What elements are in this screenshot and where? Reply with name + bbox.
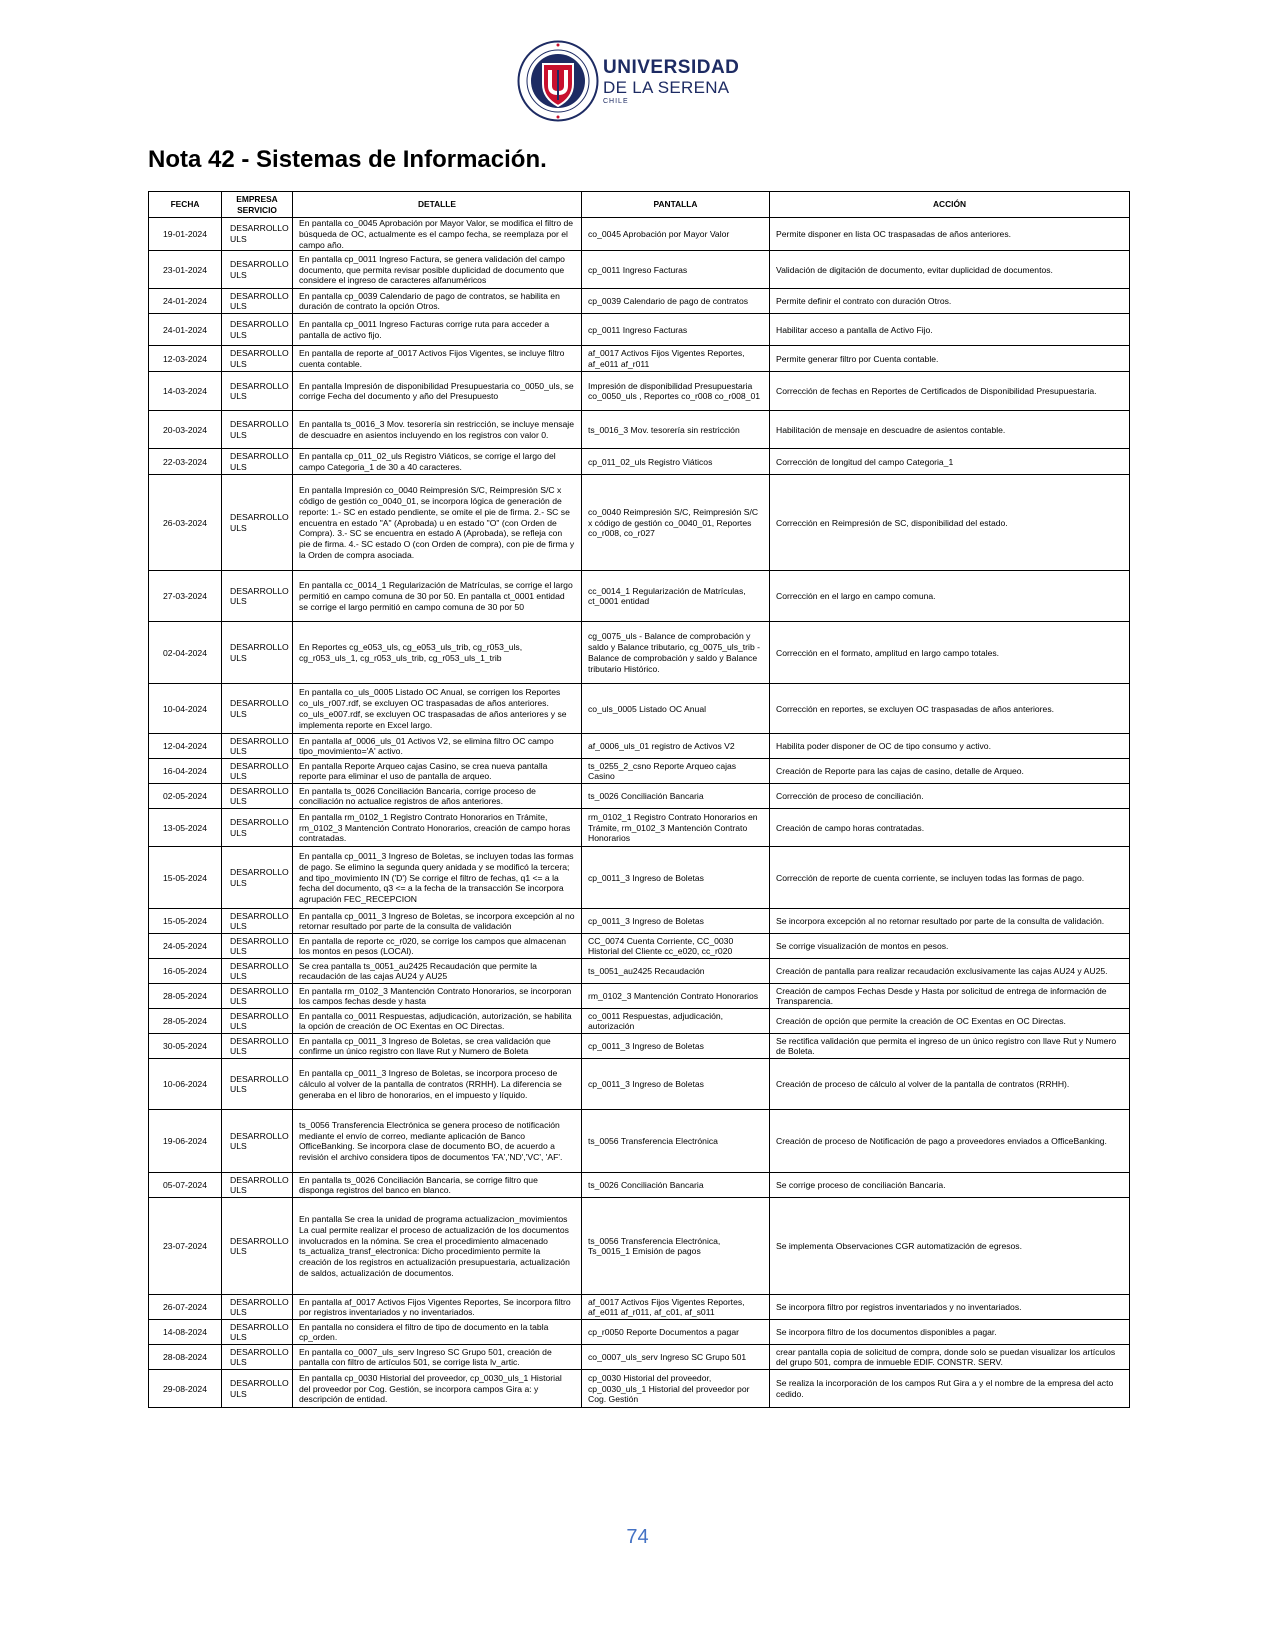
table-body [149,218,1130,1408]
cell-pantalla: rm_0102_1 Registro Contrato Honorarios en Trámite, rm_0102_3 Mantención Contrato Honorarios [582,809,770,847]
university-seal-icon [517,40,599,122]
cell-detalle: En pantalla de reporte cc_r020, se corrige los campos que almacenan los montos en pesos (LOCAl). [293,934,582,959]
table-row [149,475,1130,571]
cell-empresa: DESARROLLO ULS [222,346,293,372]
column-header-detalle: DETALLE [293,192,582,218]
cell-fecha: 14-08-2024 [149,1320,222,1345]
cell-empresa: DESARROLLO ULS [222,475,293,571]
information-systems-table [148,191,1130,1408]
cell-pantalla: ts_0255_2_csno Reporte Arqueo cajas Casino [582,759,770,784]
cell-detalle: En pantalla Impresión de disponibilidad Presupuestaria co_0050_uls, se corrige Fecha del documento y año del Presupuesto [293,372,582,411]
cell-accion: Corrección de longitud del campo Categoria_1 [770,449,1130,475]
cell-accion: Se realiza la incorporación de los campos Rut Gira a y el nombre de la empresa del acto cedido. [770,1370,1130,1408]
cell-pantalla: ts_0051_au2425 Recaudación [582,959,770,984]
table-row [149,218,1130,251]
cell-detalle: En pantalla cp_0039 Calendario de pago de contratos, se habilita en duración de contrato la opción Otros. [293,289,582,314]
cell-empresa: DESARROLLO ULS [222,372,293,411]
cell-accion: Habilitar acceso a pantalla de Activo Fijo. [770,314,1130,346]
cell-pantalla: co_uls_0005 Listado OC Anual [582,684,770,734]
cell-detalle: En pantalla Se crea la unidad de programa actualizacion_movimientos La cual permite realizar el proceso de actualización de los documentos involucrados en la nómina. Se crea el procedimiento almacenado ts_actualiza_transf_electronica: Dicho procedimiento permite la creación de los registros en actualización presupuestaria, actualización de saldos, actualización de documentos. [293,1198,582,1295]
cell-pantalla: CC_0074 Cuenta Corriente, CC_0030 Historial del Cliente cc_e020, cc_r020 [582,934,770,959]
cell-fecha: 24-01-2024 [149,289,222,314]
cell-accion: Se corrige proceso de conciliación Bancaria. [770,1173,1130,1198]
cell-empresa: DESARROLLO ULS [222,314,293,346]
table-row [149,289,1130,314]
table-row [149,1110,1130,1173]
table-row [149,1198,1130,1295]
cell-accion: Se incorpora filtro por registros inventariados y no inventariados. [770,1295,1130,1320]
cell-detalle: En pantalla cp_011_02_uls Registro Viáticos, se corrige el largo del campo Categoria_1 de 30 a 40 caracteres. [293,449,582,475]
cell-fecha: 19-06-2024 [149,1110,222,1173]
cell-detalle: En pantalla cp_0011_3 Ingreso de Boletas, se crea validación que confirme un único registro con llave Rut y Numero de Boleta [293,1034,582,1059]
cell-empresa: DESARROLLO ULS [222,984,293,1009]
cell-empresa: DESARROLLO ULS [222,909,293,934]
cell-empresa: DESARROLLO ULS [222,218,293,251]
cell-accion: crear pantalla copia de solicitud de compra, donde solo se puedan visualizar los artículos del grupo 501, compra de inmueble EDIF. CONSTR. SERV. [770,1345,1130,1370]
table-row [149,734,1130,759]
cell-pantalla: ts_0026 Conciliación Bancaria [582,1173,770,1198]
cell-fecha: 27-03-2024 [149,571,222,622]
cell-accion: Creación de proceso de cálculo al volver de la pantalla de contratos (RRHH). [770,1059,1130,1110]
cell-pantalla: cp_0011_3 Ingreso de Boletas [582,1034,770,1059]
cell-empresa: DESARROLLO ULS [222,1110,293,1173]
cell-empresa: DESARROLLO ULS [222,809,293,847]
page-title: Nota 42 - Sistemas de Información. [148,146,547,173]
cell-fecha: 02-05-2024 [149,784,222,809]
cell-detalle: ts_0056 Transferencia Electrónica se genera proceso de notificación mediante el envío de correo, mediante aplicación de Banco OfficeBanking. Se incorpora clase de documento BO, de acuerdo a revisión el archivo considera tipos de documentos 'FA','ND','VC', 'AF'. [293,1110,582,1173]
cell-pantalla: cp_0011_3 Ingreso de Boletas [582,847,770,909]
table-row [149,1059,1130,1110]
cell-pantalla: rm_0102_3 Mantención Contrato Honorarios [582,984,770,1009]
cell-accion: Creación de campo horas contratadas. [770,809,1130,847]
cell-detalle: En pantalla Reporte Arqueo cajas Casino, se crea nueva pantalla reporte para eliminar el uso de pantalla de arqueo. [293,759,582,784]
logo-wordmark [603,58,739,105]
cell-accion: Validación de digitación de documento, evitar duplicidad de documentos. [770,251,1130,289]
cell-detalle: En pantalla cp_0030 Historial del proveedor, cp_0030_uls_1 Historial del proveedor por Cog. Gestión, se incorpora campos Gira a: y descripción de entidad. [293,1370,582,1408]
cell-pantalla: ts_0016_3 Mov. tesorería sin restricción [582,411,770,449]
cell-fecha: 29-08-2024 [149,1370,222,1408]
cell-empresa: DESARROLLO ULS [222,684,293,734]
cell-pantalla: af_0017 Activos Fijos Vigentes Reportes, af_e011 af_r011 [582,346,770,372]
cell-pantalla: cc_0014_1 Regularización de Matrículas, ct_0001 entidad [582,571,770,622]
cell-pantalla: af_0006_uls_01 registro de Activos V2 [582,734,770,759]
cell-fecha: 12-04-2024 [149,734,222,759]
cell-detalle: En pantalla de reporte af_0017 Activos Fijos Vigentes, se incluye filtro cuenta contable. [293,346,582,372]
cell-detalle: En pantalla cp_0011 Ingreso Facturas corrige ruta para acceder a pantalla de activo fijo. [293,314,582,346]
cell-accion: Permite definir el contrato con duración Otros. [770,289,1130,314]
column-header-fecha: FECHA [149,192,222,218]
cell-detalle: En pantalla af_0017 Activos Fijos Vigentes Reportes, Se incorpora filtro por registros inventariados y no inventariados. [293,1295,582,1320]
table-row [149,847,1130,909]
cell-fecha: 23-07-2024 [149,1198,222,1295]
cell-empresa: DESARROLLO ULS [222,1034,293,1059]
cell-pantalla: cp_0039 Calendario de pago de contratos [582,289,770,314]
table-row [149,984,1130,1009]
table-row [149,684,1130,734]
cell-empresa: DESARROLLO ULS [222,289,293,314]
cell-pantalla: cp_r0050 Reporte Documentos a pagar [582,1320,770,1345]
table-row [149,314,1130,346]
table-row [149,411,1130,449]
page-number: 74 [626,1526,649,1548]
table-row [149,1320,1130,1345]
table-row [149,1370,1130,1408]
logo-university-text: UNIVERSIDAD [603,57,740,78]
column-header-empresa: EMPRESA SERVICIO [222,192,293,218]
cell-fecha: 02-04-2024 [149,622,222,684]
cell-empresa: DESARROLLO ULS [222,1370,293,1408]
table-row [149,1009,1130,1034]
cell-pantalla: af_0017 Activos Fijos Vigentes Reportes, af_e011 af_r011, af_c01, af_s011 [582,1295,770,1320]
table-row [149,251,1130,289]
cell-detalle: En pantalla ts_0026 Conciliación Bancaria, se corrige filtro que disponga registros del banco en blanco. [293,1173,582,1198]
cell-fecha: 28-05-2024 [149,984,222,1009]
cell-empresa: DESARROLLO ULS [222,449,293,475]
cell-fecha: 16-05-2024 [149,959,222,984]
cell-fecha: 24-01-2024 [149,314,222,346]
cell-fecha: 30-05-2024 [149,1034,222,1059]
cell-detalle: En pantalla cc_0014_1 Regularización de Matrículas, se corrige el largo permitió en campo comuna de 30 por 50. En pantalla ct_0001 entidad se corrige el largo permitió en campo comuna de 30 por 50 [293,571,582,622]
table-row [149,1173,1130,1198]
column-header-pantalla: PANTALLA [582,192,770,218]
table-row [149,449,1130,475]
cell-accion: Creación de pantalla para realizar recaudación exclusivamente las cajas AU24 y AU25. [770,959,1130,984]
cell-empresa: DESARROLLO ULS [222,847,293,909]
cell-detalle: En pantalla co_0011 Respuestas, adjudicación, autorización, se habilita la opción de creación de OC Exentas en OC Directas. [293,1009,582,1034]
cell-empresa: DESARROLLO ULS [222,411,293,449]
cell-fecha: 22-03-2024 [149,449,222,475]
cell-empresa: DESARROLLO ULS [222,1009,293,1034]
cell-empresa: DESARROLLO ULS [222,251,293,289]
cell-fecha: 05-07-2024 [149,1173,222,1198]
cell-empresa: DESARROLLO ULS [222,959,293,984]
table-row [149,909,1130,934]
cell-empresa: DESARROLLO ULS [222,1345,293,1370]
cell-detalle: En pantalla cp_0011_3 Ingreso de Boletas, se incluyen todas las formas de pago. Se elimino la segunda query anidada y se modificó la tercera; and tipo_movimiento IN ('D') Se corrige el filtro de fechas, q1 <= a la fecha del documento, q3 <= a la fecha de la transacción Se incorpora agrupación FEC_RECEPCION [293,847,582,909]
cell-detalle: En pantalla co_0007_uls_serv Ingreso SC Grupo 501, creación de pantalla con filtro de artículos 501, se corrige lista lv_artic. [293,1345,582,1370]
cell-detalle: En pantalla no considera el filtro de tipo de documento en la tabla cp_orden. [293,1320,582,1345]
cell-accion: Habilitación de mensaje en descuadre de asientos contable. [770,411,1130,449]
cell-accion: Se incorpora excepción al no retornar resultado por parte de la consulta de validación. [770,909,1130,934]
cell-fecha: 15-05-2024 [149,909,222,934]
cell-empresa: DESARROLLO ULS [222,1295,293,1320]
cell-detalle: En Reportes cg_e053_uls, cg_e053_uls_trib, cg_r053_uls, cg_r053_uls_1, cg_r053_uls_trib, cg_r053_uls_1_trib [293,622,582,684]
table-row [149,784,1130,809]
cell-detalle: En pantalla rm_0102_1 Registro Contrato Honorarios en Trámite, rm_0102_3 Mantención Contrato Honorarios, creación de campo horas contratadas. [293,809,582,847]
table-row [149,622,1130,684]
cell-fecha: 13-05-2024 [149,809,222,847]
cell-pantalla: ts_0026 Conciliación Bancaria [582,784,770,809]
cell-fecha: 28-05-2024 [149,1009,222,1034]
cell-pantalla: cp_0011_3 Ingreso de Boletas [582,909,770,934]
cell-accion: Se rectifica validación que permita el ingreso de un único registro con llave Rut y Numero de Boleta. [770,1034,1130,1059]
table-row [149,1345,1130,1370]
cell-accion: Corrección de reporte de cuenta corriente, se incluyen todas las formas de pago. [770,847,1130,909]
cell-fecha: 19-01-2024 [149,218,222,251]
table-header-row [149,192,1130,218]
cell-empresa: DESARROLLO ULS [222,571,293,622]
cell-fecha: 10-04-2024 [149,684,222,734]
cell-fecha: 14-03-2024 [149,372,222,411]
cell-pantalla: ts_0056 Transferencia Electrónica, Ts_0015_1 Emisión de pagos [582,1198,770,1295]
cell-detalle: En pantalla cp_0011 Ingreso Factura, se genera validación del campo documento, que permita revisar posible duplicidad de documento que considere el ingreso de caracteres alfanuméricos [293,251,582,289]
cell-detalle: Se crea pantalla ts_0051_au2425 Recaudación que permite la recaudación de las cajas AU24 y AU25 [293,959,582,984]
cell-fecha: 26-07-2024 [149,1295,222,1320]
cell-empresa: DESARROLLO ULS [222,622,293,684]
logo-country-text: CHILE [603,98,629,105]
cell-fecha: 23-01-2024 [149,251,222,289]
cell-accion: Se corrige visualización de montos en pesos. [770,934,1130,959]
cell-accion: Permite disponer en lista OC traspasadas de años anteriores. [770,218,1130,251]
cell-empresa: DESARROLLO ULS [222,934,293,959]
cell-empresa: DESARROLLO ULS [222,784,293,809]
table-row [149,1034,1130,1059]
column-header-accion: ACCIÓN [770,192,1130,218]
cell-accion: Habilita poder disponer de OC de tipo consumo y activo. [770,734,1130,759]
cell-empresa: DESARROLLO ULS [222,1320,293,1345]
cell-accion: Corrección en Reimpresión de SC, disponibilidad del estado. [770,475,1130,571]
cell-fecha: 16-04-2024 [149,759,222,784]
cell-fecha: 28-08-2024 [149,1345,222,1370]
cell-accion: Permite generar filtro por Cuenta contable. [770,346,1130,372]
cell-empresa: DESARROLLO ULS [222,1059,293,1110]
cell-accion: Corrección en reportes, se excluyen OC traspasadas de años anteriores. [770,684,1130,734]
table-row [149,959,1130,984]
cell-pantalla: cp_011_02_uls Registro Viáticos [582,449,770,475]
table-row [149,571,1130,622]
cell-detalle: En pantalla rm_0102_3 Mantención Contrato Honorarios, se incorporan los campos fechas desde y hasta [293,984,582,1009]
cell-fecha: 20-03-2024 [149,411,222,449]
cell-pantalla: co_0040 Reimpresión S/C, Reimpresión S/C x código de gestión co_0040_01, Reportes co_r008, co_r027 [582,475,770,571]
cell-accion: Corrección de fechas en Reportes de Certificados de Disponibilidad Presupuestaria. [770,372,1130,411]
cell-detalle: En pantalla ts_0026 Conciliación Bancaria, corrige proceso de conciliación no actualice registros de años anteriores. [293,784,582,809]
cell-detalle: En pantalla cp_0011_3 Ingreso de Boletas, se incorpora excepción al no retornar resultado por parte de la consulta de validación [293,909,582,934]
cell-accion: Se incorpora filtro de los documentos disponibles a pagar. [770,1320,1130,1345]
cell-pantalla: co_0045 Aprobación por Mayor Valor [582,218,770,251]
cell-detalle: En pantalla cp_0011_3 Ingreso de Boletas, se incorpora proceso de cálculo al volver de la pantalla de contratos (RRHH). La diferencia se generaba en el libro de honorarios, en el impuesto y líquido. [293,1059,582,1110]
cell-pantalla: ts_0056 Transferencia Electrónica [582,1110,770,1173]
table-row [149,1295,1130,1320]
cell-empresa: DESARROLLO ULS [222,1173,293,1198]
university-logo [517,40,740,122]
cell-empresa: DESARROLLO ULS [222,759,293,784]
cell-fecha: 26-03-2024 [149,475,222,571]
cell-fecha: 24-05-2024 [149,934,222,959]
cell-accion: Se implementa Observaciones CGR automatización de egresos. [770,1198,1130,1295]
cell-pantalla: cg_0075_uls - Balance de comprobación y saldo y Balance tributario, cg_0075_uls_trib - Balance de comprobación y saldo y Balance tributario Histórico. [582,622,770,684]
cell-pantalla: cp_0011 Ingreso Facturas [582,314,770,346]
cell-accion: Creación de opción que permite la creación de OC Exentas en OC Directas. [770,1009,1130,1034]
cell-pantalla: co_0007_uls_serv Ingreso SC Grupo 501 [582,1345,770,1370]
cell-empresa: DESARROLLO ULS [222,1198,293,1295]
cell-pantalla: co_0011 Respuestas, adjudicación, autorización [582,1009,770,1034]
cell-fecha: 12-03-2024 [149,346,222,372]
cell-accion: Creación de proceso de Notificación de pago a proveedores enviados a OfficeBanking. [770,1110,1130,1173]
cell-detalle: En pantalla co_uls_0005 Listado OC Anual, se corrigen los Reportes co_uls_r007.rdf, se excluyen OC traspasadas de años anteriores. co_uls_e007.rdf, se excluyen OC traspasadas de años anteriores y se implementa reporte en Excel largo. [293,684,582,734]
cell-pantalla: cp_0011_3 Ingreso de Boletas [582,1059,770,1110]
cell-detalle: En pantalla Impresión co_0040 Reimpresión S/C, Reimpresión S/C x código de gestión co_0040_01, se incorpora lógica de generación de reporte: 1.- SC en estado pendiente, se omite el pie de firma. 2.- SC se encuentra en estado "A" (Aprobada) u en estado "O" (con Orden de Compra). 3.- SC se encuentra en estado A (Aprobada), se refleja con pie de firma. 4.- SC estado O (con Orden de compra), con pie de firma y la Orden de compra asociada. [293,475,582,571]
cell-pantalla: cp_0030 Historial del proveedor, cp_0030_uls_1 Historial del proveedor por Cog. Gestión [582,1370,770,1408]
cell-accion: Creación de Reporte para las cajas de casino, detalle de Arqueo. [770,759,1130,784]
cell-fecha: 10-06-2024 [149,1059,222,1110]
cell-detalle: En pantalla ts_0016_3 Mov. tesorería sin restricción, se incluye mensaje de descuadre en asientos incluyendo en los registros con valor 0. [293,411,582,449]
cell-empresa: DESARROLLO ULS [222,734,293,759]
logo-city-text: DE LA SERENA [603,78,730,97]
table-row [149,372,1130,411]
cell-pantalla: cp_0011 Ingreso Facturas [582,251,770,289]
cell-accion: Corrección en el formato, amplitud en largo campo totales. [770,622,1130,684]
cell-detalle: En pantalla co_0045 Aprobación por Mayor Valor, se modifica el filtro de búsqueda de OC, actualmente es el campo fecha, se reemplaza por el campo año. [293,218,582,251]
table-row [149,759,1130,784]
table-row [149,346,1130,372]
cell-pantalla: Impresión de disponibilidad Presupuestaria co_0050_uls , Reportes co_r008 co_r008_01 [582,372,770,411]
cell-accion: Corrección en el largo en campo comuna. [770,571,1130,622]
cell-detalle: En pantalla af_0006_uls_01 Activos V2, se elimina filtro OC campo tipo_movimiento='A' activo. [293,734,582,759]
table-row [149,809,1130,847]
cell-fecha: 15-05-2024 [149,847,222,909]
cell-accion: Creación de campos Fechas Desde y Hasta por solicitud de entrega de información de Transparencia. [770,984,1130,1009]
cell-accion: Corrección de proceso de conciliación. [770,784,1130,809]
table-row [149,934,1130,959]
